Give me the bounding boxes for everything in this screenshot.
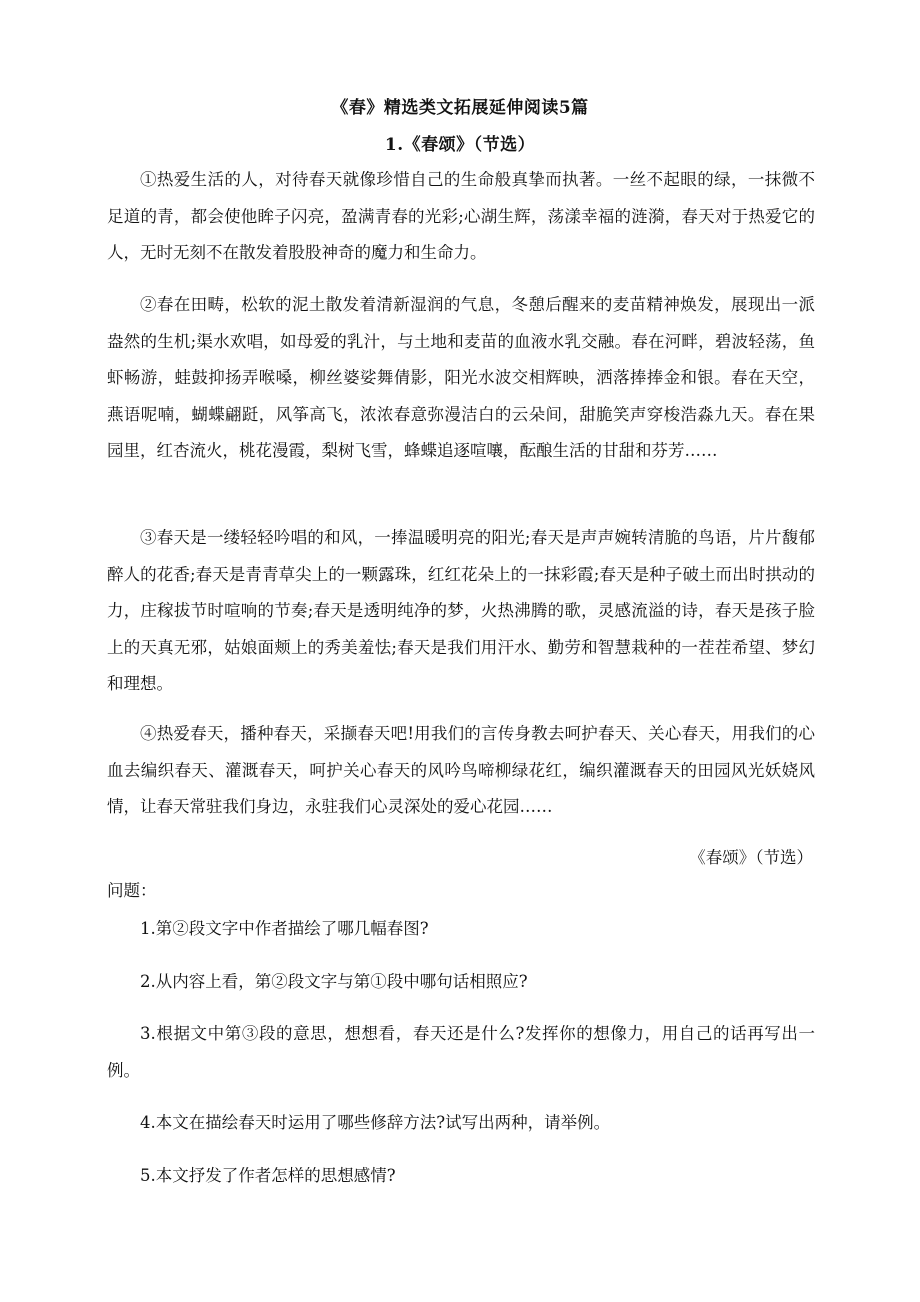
questions-heading: 问题：: [107, 881, 157, 900]
paragraph-2: ②春在田畴，松软的泥土散发着清新湿润的气息，冬憩后醒来的麦苗精神焕发，展现出一派盎然的生机;渠水欢唱，如母爱的乳汁，与土地和麦苗的血液水乳交融。春在河畔，碧波轻荡，鱼虾畅游，蛙鼓抑扬弄喉嗓，柳丝婆娑舞倩影，阳光水波交相辉映，洒落捧捧金和银。春在天空，燕语呢喃，蝴蝶翩跹，风筝高飞，浓浓春意弥漫洁白的云朵间，甜脆笑声穿梭浩淼九天。春在果园里，红杏流火，桃花漫霞，梨树飞雪，蜂蝶追逐喧嚷，酝酿生活的甘甜和芬芳……: [107, 295, 815, 460]
paragraph-3: ③春天是一缕轻轻吟唱的和风，一捧温暖明亮的阳光;春天是声声婉转清脆的鸟语，片片馥郁醉人的花香;春天是青青草尖上的一颗露珠，红红花朵上的一抹彩霞;春天是种子破土而出时拱动的力，庄稼拔节时喧响的节奏;春天是透明纯净的梦，火热沸腾的歌，灵感流溢的诗，春天是孩子脸上的天真无邪，姑娘面颊上的秀美羞怯;春天是我们用汗水、勤劳和智慧栽种的一茬茬希望、梦幻和理想。: [107, 528, 815, 693]
question-item: 5.本文抒发了作者怎样的思想感情?: [140, 1166, 396, 1185]
question-item: 1.第②段文字中作者描绘了哪几幅春图?: [140, 919, 429, 938]
document-title: 《春》精选类文拓展延伸阅读5篇: [331, 98, 589, 118]
section-title: 1.《春颂》（节选）: [384, 135, 536, 155]
question-item: 2.从内容上看，第②段文字与第①段中哪句话相照应?: [140, 972, 528, 991]
paragraph-1: ①热爱生活的人，对待春天就像珍惜自己的生命般真挚而执著。一丝不起眼的绿，一抹微不足道的青，都会使他眸子闪亮，盈满青春的光彩;心湖生辉，荡漾幸福的涟漪，春天对于热爱它的人，无时无刻不在散发着股股神奇的魔力和生命力。: [107, 170, 815, 262]
question-item: 3.根据文中第③段的意思，想想看，春天还是什么?发挥你的想像力，用自己的话再写出一例。: [107, 1024, 815, 1080]
paragraph-4: ④热爱春天，播种春天，采撷春天吧!用我们的言传身教去呵护春天、关心春天，用我们的心血去编织春天、灌溉春天，呵护关心春天的风吟鸟啼柳绿花红，编织灌溉春天的田园风光妖娆风情，让春天常驻我们身边，永驻我们心灵深处的爱心花园……: [107, 724, 815, 816]
source-citation: 《春颂》（节选）: [689, 848, 813, 867]
question-item: 4.本文在描绘春天时运用了哪些修辞方法?试写出两种，请举例。: [140, 1113, 611, 1132]
